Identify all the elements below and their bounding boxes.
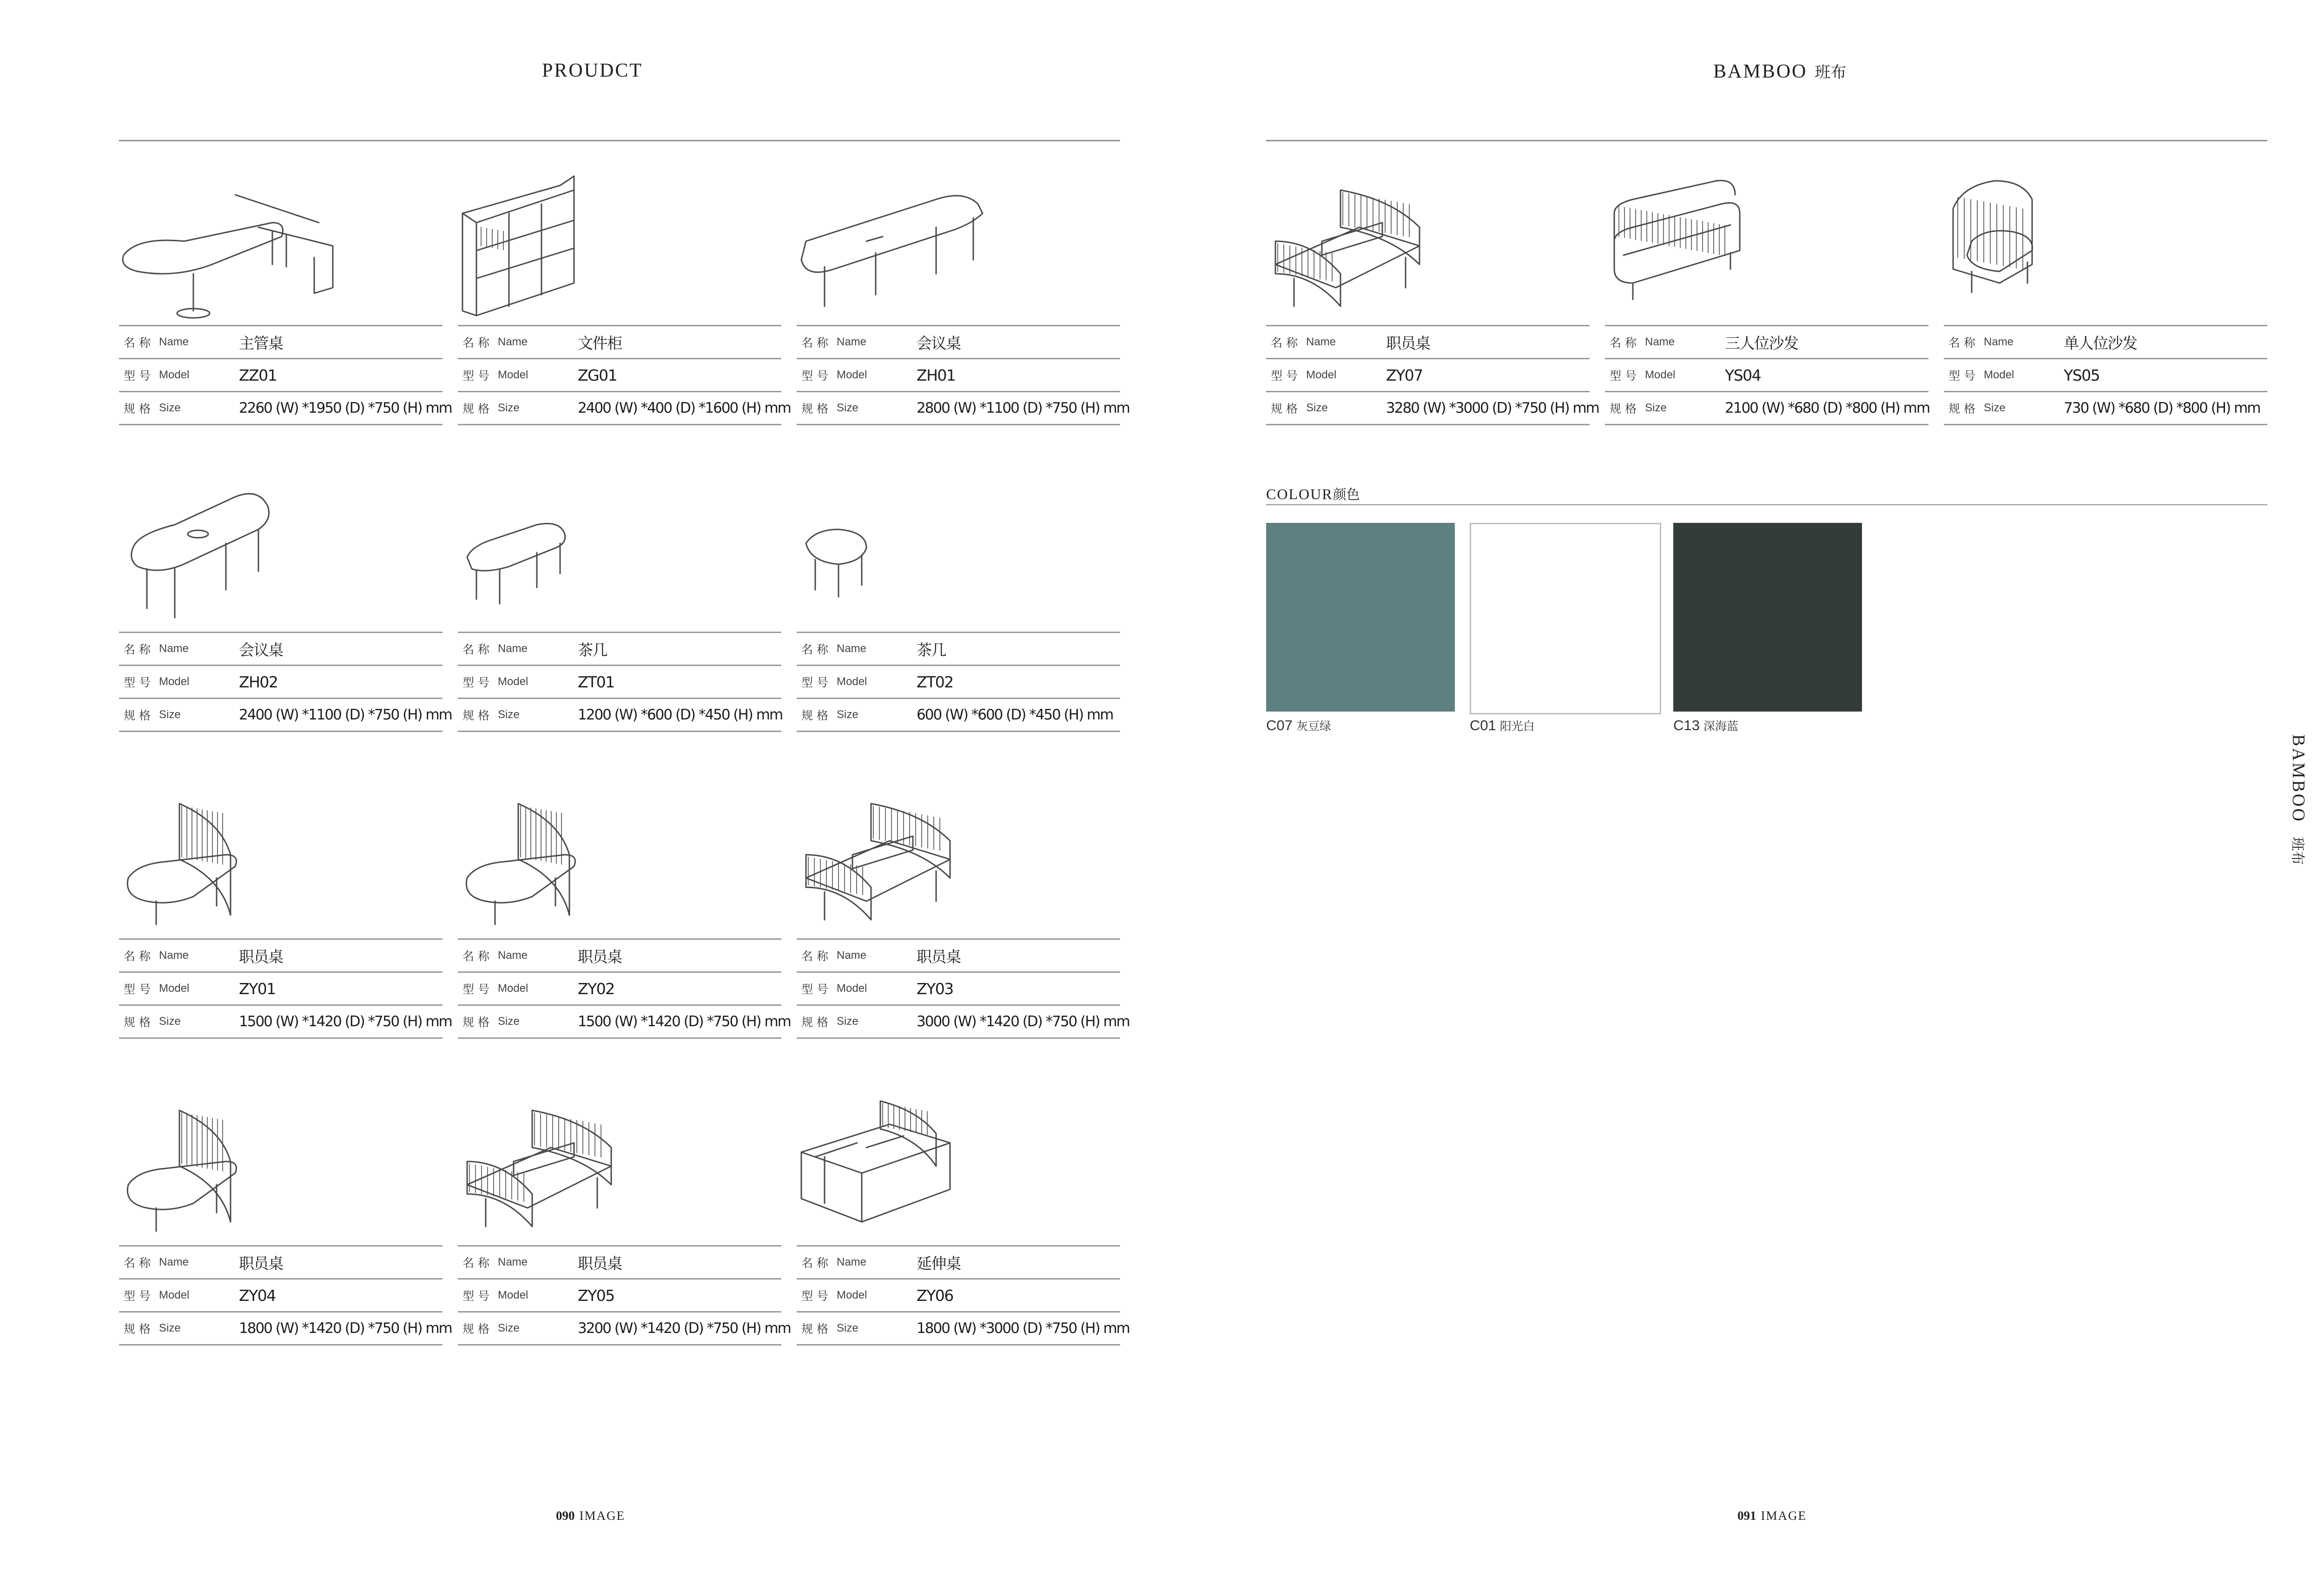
product-spec-table [458,938,791,1039]
spec-label-en: Model [498,1289,528,1301]
spec-row-size [797,1004,1129,1039]
spec-label-en: Name [1984,336,2014,348]
spec-row-name [119,325,442,358]
product-name: 茶几 [578,640,607,659]
product-size: 1800 (W) *1420 (D) *750 (H) mm [239,1320,452,1337]
product-size: 730 (W) *680 (D) *800 (H) mm [2064,400,2260,416]
colour-swatch [1266,523,1455,712]
left-page-suffix: IMAGE [579,1509,625,1523]
product-size: 1500 (W) *1420 (D) *750 (H) mm [239,1013,452,1030]
spec-label-en: Model [1645,369,1676,381]
product-card [458,1092,791,1380]
colour-code: C13 [1673,717,1700,733]
spec-label-en: Name [837,336,867,348]
spec-label-en: Model [1984,369,2014,381]
spec-row-name [797,938,1120,971]
spec-label-cn: 规 格 [801,1322,828,1336]
executive-desk-drawing [119,172,442,325]
spec-label-en: Size [498,1015,520,1028]
spec-label-cn: 型 号 [801,983,828,996]
spec-label-en: Size [1984,402,2006,414]
product-name: 会议桌 [917,334,961,352]
product-model: ZY07 [1386,366,1423,384]
spec-row-name [1266,325,1590,358]
spec-row-name [119,938,442,971]
spec-row-model [1944,358,2267,391]
spec-label-en: Name [837,1256,867,1268]
right-header-rule [1266,140,2267,141]
spec-label-cn: 名 称 [124,643,151,656]
spec-label-en: Name [498,642,528,655]
left-page-num: 090 [556,1509,575,1523]
spec-row-size [119,391,452,425]
spec-row-size [1944,391,2267,425]
product-card [797,785,1129,1073]
file-cabinet-drawing [458,172,781,325]
side-label-en: BAMBOO [2289,734,2308,823]
product-card [458,478,781,766]
spec-row-name [458,632,781,665]
product-spec-table [797,1245,1129,1346]
product-card [1605,172,1928,460]
spec-label-en: Size [498,708,520,721]
product-card [797,172,1129,460]
spec-row-size [797,391,1129,425]
spec-label-en: Model [837,369,867,381]
spec-label-en: Name [159,642,189,655]
spec-label-cn: 型 号 [124,676,151,689]
product-model: ZZ01 [239,366,277,384]
right-page-number [1737,1509,1807,1523]
product-card [119,172,452,460]
spec-label-en: Size [159,1015,181,1028]
spec-label-cn: 名 称 [124,336,151,350]
spec-row-name [797,632,1120,665]
spec-label-cn: 规 格 [124,402,151,416]
spec-label-cn: 型 号 [462,1289,489,1303]
spec-label-cn: 名 称 [1610,336,1637,350]
side-table-drawing [797,478,1120,632]
spec-label-cn: 规 格 [1948,402,1975,416]
product-size: 1800 (W) *3000 (D) *750 (H) mm [917,1320,1129,1337]
staff-workstation-drawing [1266,172,1590,325]
product-size: 2260 (W) *1950 (D) *750 (H) mm [239,400,452,416]
product-spec-table [119,632,452,732]
spec-row-model [797,665,1120,698]
spec-row-model [119,358,442,391]
spec-label-en: Size [498,1322,520,1334]
spec-label-en: Name [498,949,528,962]
right-page-num: 091 [1737,1509,1756,1523]
colour-swatch-label [1470,717,1535,734]
spec-row-name [119,632,442,665]
spec-label-cn: 名 称 [801,950,828,963]
product-size: 3280 (W) *3000 (D) *750 (H) mm [1386,400,1599,416]
spec-row-size [119,1004,452,1039]
right-page-suffix: IMAGE [1761,1509,1807,1523]
product-name: 延伸桌 [917,1254,961,1273]
spec-label-cn: 型 号 [1610,369,1637,383]
spec-label-cn: 规 格 [801,402,828,416]
product-name: 职员桌 [578,1254,622,1273]
spec-label-cn: 名 称 [801,336,828,350]
armchair-drawing [1944,172,2267,325]
spec-label-cn: 规 格 [462,1322,489,1336]
spec-label-en: Size [837,1322,858,1334]
spec-label-en: Model [1306,369,1337,381]
spec-row-name [1944,325,2267,358]
product-size: 600 (W) *600 (D) *450 (H) mm [917,706,1113,723]
spec-label-en: Model [498,675,528,688]
three-seat-sofa-drawing [1605,172,1928,325]
product-card [119,785,452,1073]
colour-name: 阳光白 [1499,719,1535,733]
spec-label-en: Size [1306,402,1328,414]
spec-row-size [458,391,791,425]
product-size: 3000 (W) *1420 (D) *750 (H) mm [917,1013,1129,1030]
spec-label-en: Name [498,336,528,348]
spec-label-en: Size [837,1015,858,1028]
product-spec-table [458,1245,791,1346]
product-card [119,1092,452,1380]
spec-label-cn: 型 号 [801,676,828,689]
spec-label-cn: 型 号 [124,369,151,383]
spec-row-size [458,698,781,732]
spec-label-cn: 规 格 [462,1016,489,1029]
product-name: 会议桌 [239,640,283,659]
product-spec-table [1266,325,1599,425]
spec-label-en: Name [837,642,867,655]
spec-label-cn: 名 称 [801,1256,828,1270]
product-size: 1200 (W) *600 (D) *450 (H) mm [578,706,783,723]
product-model: ZT02 [917,673,953,691]
spec-label-en: Size [159,1322,181,1334]
product-spec-table [797,632,1120,732]
product-size: 2100 (W) *680 (D) *800 (H) mm [1725,400,1930,416]
colour-swatch-label [1673,717,1738,734]
spec-label-en: Model [837,1289,867,1301]
spec-label-en: Name [159,1256,189,1268]
left-header-rule [119,140,1120,141]
spec-label-cn: 规 格 [462,709,489,722]
product-name: 茶几 [917,640,946,659]
spec-label-cn: 型 号 [801,1289,828,1303]
colour-swatch [1673,523,1862,712]
spec-label-en: Model [159,1289,190,1301]
product-model: ZY04 [239,1286,276,1305]
spec-label-en: Model [159,369,190,381]
colour-swatch-label [1266,717,1331,734]
spec-label-en: Model [837,982,867,995]
spec-row-name [458,1245,781,1278]
spec-row-model [797,971,1120,1004]
spec-row-size [458,1004,791,1039]
product-spec-table [797,325,1129,425]
spec-label-cn: 名 称 [1948,336,1975,350]
staff-desk-drawing [119,1092,442,1245]
product-name: 职员桌 [578,947,622,966]
spec-label-en: Name [1645,336,1675,348]
colour-code: C01 [1470,717,1496,733]
spec-row-name [458,325,781,358]
product-spec-table [119,1245,452,1346]
spec-row-model [119,971,442,1004]
colour-swatch [1470,523,1661,714]
product-model: ZG01 [578,366,617,384]
left-page-number [556,1509,625,1523]
spec-row-name [119,1245,442,1278]
product-spec-table [1944,325,2267,425]
product-name: 职员桌 [1386,334,1430,352]
left-page-header: PROUDCT [542,60,643,81]
right-header-title: BAMBOO [1713,61,1808,82]
spec-row-size [458,1311,791,1346]
spec-row-model [119,1278,442,1311]
spec-label-en: Size [159,708,181,721]
product-model: ZY01 [239,979,276,998]
spec-label-cn: 名 称 [1271,336,1298,350]
spec-label-cn: 型 号 [462,983,489,996]
product-size: 3200 (W) *1420 (D) *750 (H) mm [578,1320,791,1337]
spec-label-cn: 规 格 [801,709,828,722]
spec-label-cn: 规 格 [1610,402,1637,416]
product-card [458,785,791,1073]
product-name: 单人位沙发 [2064,334,2137,352]
spec-row-size [119,698,452,732]
spec-label-cn: 规 格 [462,402,489,416]
spec-row-model [458,358,781,391]
product-size: 2800 (W) *1100 (D) *750 (H) mm [917,400,1129,416]
spec-label-en: Name [1306,336,1336,348]
spec-row-model [797,1278,1120,1311]
spec-row-model [1605,358,1928,391]
spec-row-model [119,665,442,698]
spec-row-size [797,698,1120,732]
side-label-cn: 班布 [2289,837,2305,865]
right-header-title-cn: 班布 [1815,63,1847,82]
spec-label-en: Model [498,982,528,995]
spec-row-model [458,1278,781,1311]
colour-heading [1266,484,1360,503]
spec-row-size [119,1311,452,1346]
colour-rule [1266,504,2267,505]
spec-row-model [797,358,1120,391]
spec-label-en: Size [1645,402,1667,414]
extension-desk-drawing [797,1092,1120,1245]
spec-label-cn: 名 称 [462,950,489,963]
spec-label-cn: 名 称 [124,1256,151,1270]
spec-row-model [458,971,781,1004]
spec-label-en: Model [498,369,528,381]
spec-label-cn: 规 格 [1271,402,1298,416]
spec-label-cn: 型 号 [801,369,828,383]
product-card [797,478,1120,766]
colour-name: 深海蓝 [1703,719,1738,733]
spec-row-size [797,1311,1129,1346]
spec-label-en: Name [498,1256,528,1268]
product-model: ZY02 [578,979,614,998]
product-card [458,172,791,460]
product-name: 主管桌 [239,334,283,352]
spec-row-size [1605,391,1928,425]
meeting-table-drawing [119,478,442,632]
spec-label-cn: 名 称 [462,1256,489,1270]
spec-label-en: Name [837,949,867,962]
spec-row-name [797,1245,1120,1278]
product-spec-table [797,938,1129,1039]
spec-label-en: Name [159,336,189,348]
product-card [119,478,452,766]
spec-label-en: Model [159,675,190,688]
spec-label-cn: 名 称 [462,643,489,656]
staff-workstation-drawing [458,1092,781,1245]
spec-row-model [458,665,781,698]
coffee-table-drawing [458,478,781,632]
colour-code: C07 [1266,717,1293,733]
side-label [2288,734,2309,865]
product-model: ZY06 [917,1286,953,1305]
product-name: 职员桌 [239,1254,283,1273]
spec-label-cn: 名 称 [462,336,489,350]
product-spec-table [458,325,791,425]
product-size: 2400 (W) *400 (D) *1600 (H) mm [578,400,791,416]
spec-label-en: Size [837,708,858,721]
staff-desk-drawing [458,785,781,938]
product-name: 文件柜 [578,334,622,352]
spec-label-en: Size [837,402,858,414]
product-card [1944,172,2267,460]
staff-desk-drawing [119,785,442,938]
spec-label-cn: 型 号 [124,983,151,996]
spec-row-name [1605,325,1928,358]
spec-label-en: Model [837,675,867,688]
colour-heading-cn: 颜色 [1333,487,1360,502]
product-name: 三人位沙发 [1725,334,1798,352]
spec-row-size [1266,391,1599,425]
product-size: 1500 (W) *1420 (D) *750 (H) mm [578,1013,791,1030]
spec-label-cn: 规 格 [124,1322,151,1336]
colour-heading-en: COLOUR [1266,486,1333,502]
product-model: YS04 [1725,366,1761,384]
right-page-header [1713,59,1846,83]
staff-workstation-drawing [797,785,1120,938]
spec-label-cn: 型 号 [462,369,489,383]
conference-table-drawing [797,172,1120,325]
product-name: 职员桌 [917,947,961,966]
spec-label-cn: 规 格 [801,1016,828,1029]
spec-label-cn: 名 称 [801,643,828,656]
spec-label-cn: 型 号 [462,676,489,689]
spec-label-en: Size [159,402,181,414]
product-model: ZY05 [578,1286,614,1305]
spec-label-en: Size [498,402,520,414]
spec-label-cn: 规 格 [124,709,151,722]
spec-row-model [1266,358,1590,391]
product-name: 职员桌 [239,947,283,966]
spec-row-name [458,938,781,971]
product-spec-table [1605,325,1928,425]
spec-label-cn: 型 号 [124,1289,151,1303]
product-spec-table [458,632,781,732]
product-model: ZH02 [239,673,278,691]
spec-label-cn: 型 号 [1271,369,1298,383]
product-size: 2400 (W) *1100 (D) *750 (H) mm [239,706,452,723]
product-model: ZY03 [917,979,953,998]
product-spec-table [119,938,452,1039]
product-spec-table [119,325,452,425]
spec-label-cn: 型 号 [1948,369,1975,383]
product-model: ZH01 [917,366,956,384]
product-model: YS05 [2064,366,2100,384]
spec-label-en: Name [159,949,189,962]
spec-label-cn: 名 称 [124,950,151,963]
product-card [797,1092,1129,1380]
spec-label-cn: 规 格 [124,1016,151,1029]
spec-row-name [797,325,1120,358]
spec-label-en: Model [159,982,190,995]
colour-name: 灰豆绿 [1296,719,1331,733]
product-model: ZT01 [578,673,614,691]
product-card [1266,172,1599,460]
